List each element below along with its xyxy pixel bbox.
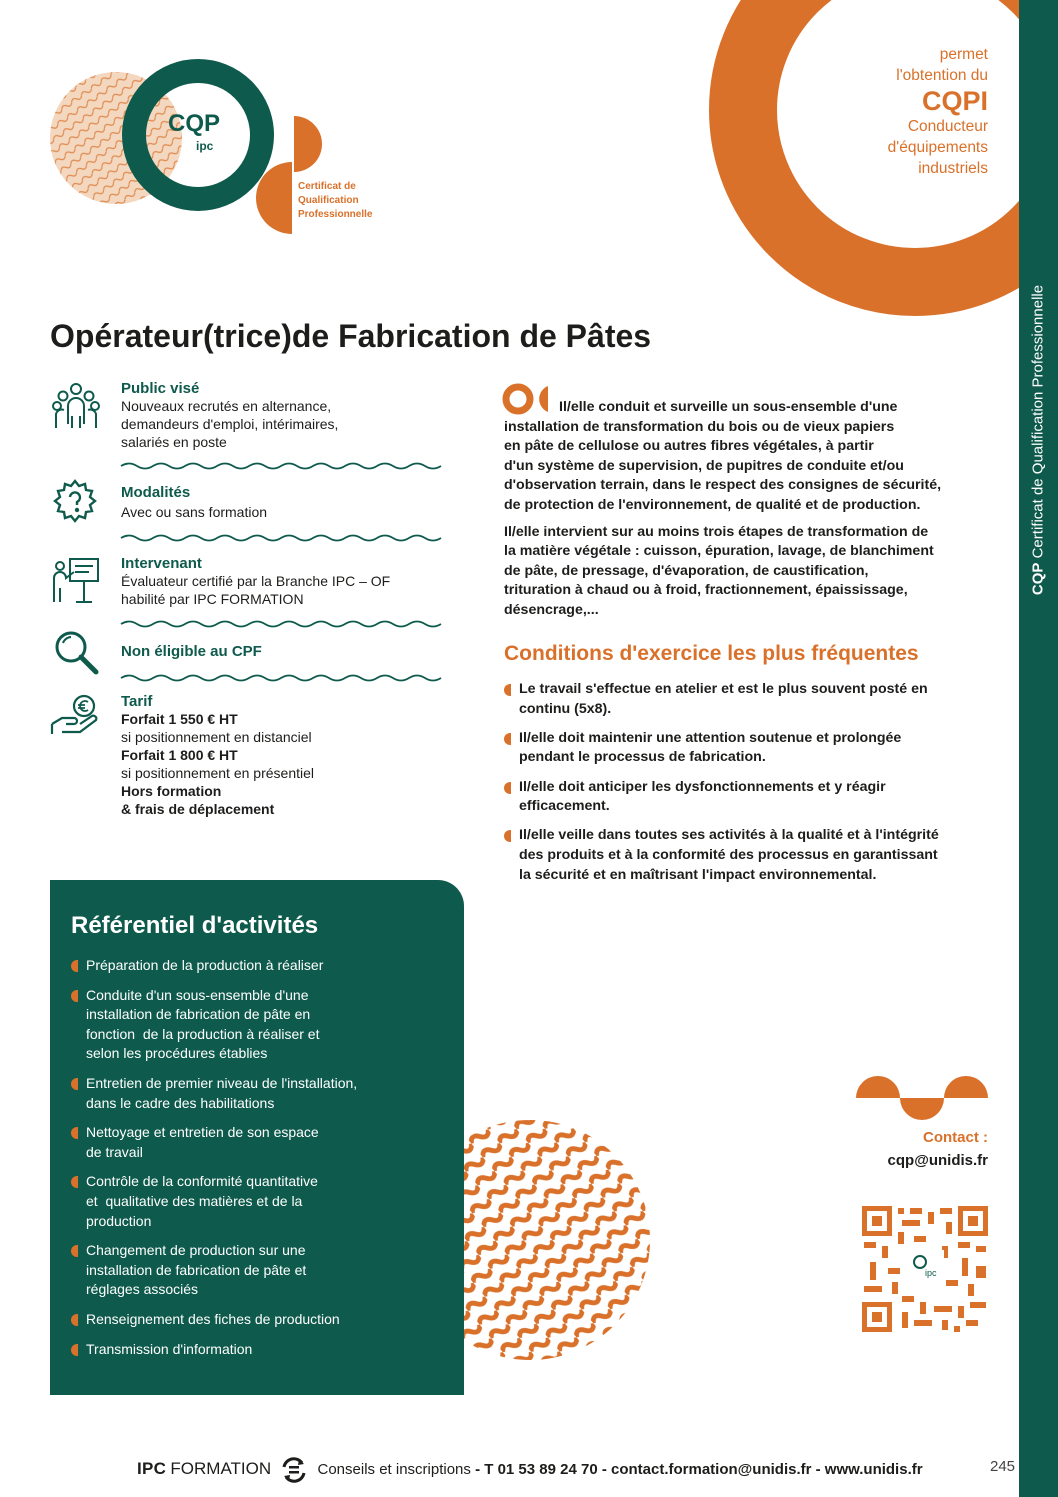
group-people-icon	[50, 380, 102, 432]
ref-7-l1: Renseignement des fiches de production	[86, 1310, 340, 1327]
contact-email-link[interactable]: cqp@unidis.fr	[887, 1152, 988, 1169]
list-item	[504, 778, 984, 817]
public-vise-line2: demandeurs d'emploi, intérimaires,	[121, 416, 339, 432]
logo-cert-line2: Qualification	[298, 195, 359, 206]
qr-code[interactable]	[862, 1206, 988, 1332]
footer-brand-formation: FORMATION	[170, 1458, 272, 1478]
tarif-forfait1-note: si positionnement en distanciel	[121, 729, 312, 745]
contact-label: Contact :	[923, 1129, 988, 1146]
desc-p1-l3: en pâte de cellulose ou autres fibres végétales, à partir	[504, 438, 874, 455]
cqpi-line3: Conducteur	[907, 118, 988, 135]
intervenant-line2: habilité par IPC FORMATION	[121, 591, 304, 607]
tarif-hors1: Hors formation	[121, 783, 222, 799]
cqpi-line2: l'obtention du	[896, 67, 988, 84]
desc-p2-l4: trituration à chaud ou à froid, fractionnement, épaississage,	[504, 582, 908, 599]
intervenant-block	[121, 555, 441, 608]
desc-p1-l6: de protection de l'environnement, de qualité et de production.	[504, 496, 921, 513]
ref-6-l3: réglages associés	[86, 1281, 199, 1298]
condition-1-l2: continu (5x8).	[519, 700, 612, 717]
cqpi-line5: industriels	[918, 160, 988, 177]
condition-2-l1: Il/elle doit maintenir une attention soutenue et prolongée	[519, 729, 902, 746]
ref-3-l2: dans le cadre des habilitations	[86, 1094, 275, 1111]
cqpi-line1: permet	[939, 46, 988, 63]
qr-logo-text: ipc	[925, 1268, 937, 1278]
list-item	[71, 1310, 411, 1330]
presenter-board-icon	[50, 556, 102, 604]
condition-1-l1: Le travail s'effectue en atelier et est le plus souvent posté en	[519, 681, 928, 697]
public-vise-block	[121, 380, 421, 451]
ref-5-l1: Contrôle de la conformité quantitative	[86, 1173, 318, 1190]
ref-4-l2: de travail	[86, 1143, 143, 1160]
desc-p1-l1: Il/elle conduit et surveille un sous-ensemble d'une	[559, 399, 898, 415]
logo-ipc: ipc	[196, 139, 214, 153]
ref-5-l2: et qualitative des matières et de la	[86, 1192, 303, 1209]
list-item	[71, 956, 411, 976]
desc-p1-l4: d'un système de supervision, de pupitres de conduite et/ou	[504, 457, 904, 474]
tarif-hors2: & frais de déplacement	[121, 801, 275, 817]
ref-4-l1: Nettoyage et entretien de son espace	[86, 1124, 319, 1141]
ref-5-l3: production	[86, 1212, 152, 1229]
list-item	[71, 1123, 411, 1162]
condition-4-l1: Il/elle veille dans toutes ses activités à la qualité et à l'intégrité	[519, 827, 939, 844]
logo-cqp: CQP	[168, 110, 221, 137]
list-item	[71, 1241, 411, 1300]
tarif-forfait2-note: si positionnement en présentiel	[121, 765, 315, 781]
referentiel-list	[71, 956, 411, 1369]
logo-certificat	[298, 180, 408, 222]
condition-3-l1: Il/elle doit anticiper les dysfonctionnements et y réagir	[519, 778, 886, 795]
ref-2-l3: fonction de la production à réaliser et	[86, 1025, 320, 1042]
desc-p1-l5: d'observation terrain, dans le respect des consignes de sécurité,	[504, 477, 942, 494]
footer-brand-ipc: IPC	[137, 1458, 167, 1478]
tarif-block	[121, 693, 421, 818]
sidebar	[1019, 0, 1058, 1497]
public-vise-line1: Nouveaux recrutés en alternance,	[121, 398, 332, 414]
condition-2-l2: pendant le processus de fabrication.	[519, 749, 766, 766]
ref-6-l1: Changement de production sur une	[86, 1242, 306, 1259]
public-vise-title: Public visé	[121, 380, 200, 397]
euro-hand-icon	[50, 694, 102, 740]
intervenant-line1: Évaluateur certifié par la Branche IPC – OF	[121, 573, 391, 589]
ref-3-l1: Entretien de premier niveau de l'installation,	[86, 1074, 358, 1091]
conditions-title: Conditions d'exercice les plus fréquentes	[504, 642, 919, 665]
list-item	[71, 986, 411, 1064]
logo-cert-line3: Professionnelle	[298, 209, 373, 220]
cqpi-title: CQPI	[921, 86, 988, 116]
cqpi-line4: d'équipements	[887, 139, 988, 156]
list-item	[71, 1074, 411, 1113]
logo-cert-line1: Certificat de	[298, 181, 356, 192]
recycle-arrows-icon	[279, 1455, 309, 1485]
ref-2-l4: selon les procédures établies	[86, 1045, 268, 1062]
tarif-forfait2: Forfait 1 800 € HT	[121, 747, 238, 763]
cqpi-block	[820, 44, 988, 179]
gear-question-icon	[52, 478, 98, 524]
list-item	[71, 1172, 411, 1231]
list-item	[504, 680, 984, 719]
referentiel-box	[50, 880, 464, 1395]
description	[504, 398, 994, 628]
footer	[137, 1455, 937, 1485]
sidebar-strong: CQP	[1029, 562, 1047, 596]
referentiel-title: Référentiel d'activités	[71, 912, 319, 939]
desc-p2-l1: Il/elle intervient sur au moins trois étapes de transformation de	[504, 523, 929, 540]
sidebar-label: Certificat de Qualification Professionnelle	[1029, 284, 1047, 559]
sidebar-text	[1030, 285, 1047, 595]
modalites-text: Avec ou sans formation	[121, 504, 268, 520]
modalites-title: Modalités	[121, 484, 191, 501]
ref-2-l1: Conduite d'un sous-ensemble d'une	[86, 986, 309, 1003]
tarif-forfait1: Forfait 1 550 € HT	[121, 711, 238, 727]
cpf-title: Non éligible au CPF	[121, 643, 262, 660]
condition-3-l2: efficacement.	[519, 798, 610, 815]
tarif-title: Tarif	[121, 693, 153, 710]
cpf-block	[121, 643, 421, 660]
modalites-block	[121, 484, 421, 521]
list-item	[504, 729, 984, 768]
condition-4-l3: la sécurité et en maîtrisant l'impact environnemental.	[519, 866, 877, 883]
list-item	[504, 826, 984, 885]
ref-8-l1: Transmission d'information	[86, 1340, 253, 1357]
desc-p2-l3: de pâte, de pressage, d'évaporation, de caustification,	[504, 562, 869, 579]
desc-p2-l5: désencrage,...	[504, 601, 599, 618]
condition-4-l2: des produits et à la conformité des processus en garantissant	[519, 846, 938, 863]
footer-conseils: Conseils et inscriptions	[317, 1460, 471, 1478]
page-title: Opérateur(trice)de Fabrication de Pâtes	[50, 318, 652, 354]
footer-contact-line: - T 01 53 89 24 70 - contact.formation@unidis.fr - www.unidis.fr	[475, 1460, 923, 1478]
intervenant-title: Intervenant	[121, 555, 202, 572]
conditions-list	[504, 680, 984, 895]
ref-2-l2: installation de fabrication de pâte en	[86, 1006, 311, 1023]
ref-1-l1: Préparation de la production à réaliser	[86, 957, 324, 973]
magnifier-icon	[52, 628, 100, 676]
ref-6-l2: installation de fabrication de pâte et	[86, 1261, 307, 1278]
page-number: 245	[990, 1458, 1016, 1475]
desc-p2-l2: la matière végétale : cuisson, épuration, lavage, de blanchiment	[504, 543, 934, 560]
public-vise-line3: salariés en poste	[121, 434, 227, 450]
list-item	[71, 1340, 411, 1360]
desc-p1-l2: installation de transformation du bois ou de vieux papiers	[504, 418, 895, 435]
